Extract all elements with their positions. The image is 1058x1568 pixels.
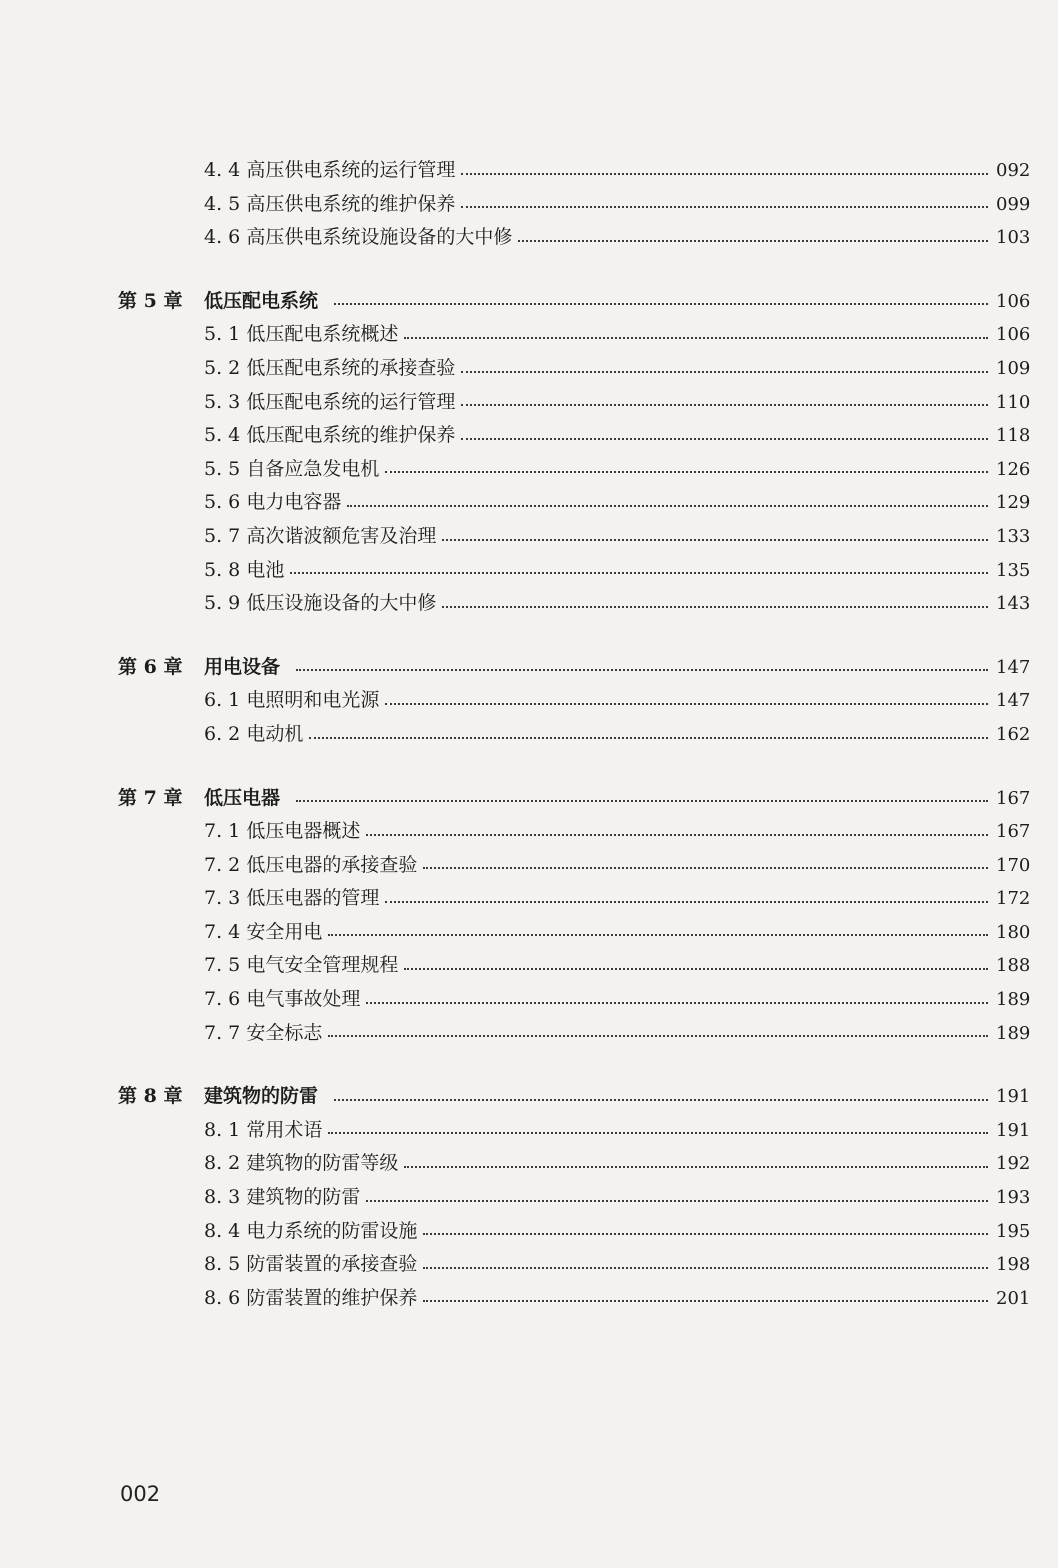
toc-page-number: 118 [996, 425, 1031, 447]
dot-leader [442, 605, 988, 608]
toc-section-title: 5. 2 低压配电系统的承接查验 [204, 356, 456, 379]
dot-leader [461, 205, 988, 208]
toc-section-entry [118, 1249, 1030, 1283]
toc-page-number: 126 [996, 458, 1031, 480]
toc-section-title: 7. 1 低压电器概述 [204, 820, 361, 843]
toc-chapter-title: 建筑物的防雷 [204, 1085, 319, 1108]
toc-chapter-label: 第 7 章 [118, 786, 183, 809]
dot-leader [328, 1034, 988, 1037]
dot-leader [461, 437, 988, 440]
toc-page-number: 147 [996, 690, 1031, 712]
toc-chapter-label: 第 8 章 [118, 1085, 183, 1108]
dot-leader [366, 1001, 988, 1004]
toc-section-entry [118, 487, 1030, 521]
toc-chapter-title: 低压电器 [204, 786, 281, 809]
dot-leader [290, 571, 988, 574]
toc-page-number: 162 [996, 723, 1031, 745]
toc-section-title: 8. 6 防雷装置的维护保养 [204, 1286, 418, 1309]
toc-page-number: 191 [996, 1086, 1031, 1108]
dot-leader [296, 668, 988, 671]
toc-section-entry [118, 1283, 1030, 1317]
toc-section-entry [118, 685, 1030, 719]
toc-page-number: 189 [996, 989, 1031, 1011]
toc-page-number: 170 [996, 854, 1031, 876]
toc-section-title: 5. 8 电池 [204, 558, 285, 581]
dot-leader [334, 302, 988, 305]
toc-section-entry [118, 555, 1030, 589]
toc-section-entry [118, 155, 1030, 189]
toc-page-number: 167 [996, 821, 1031, 843]
toc-page-number: 106 [996, 290, 1031, 312]
toc-page-number: 172 [996, 888, 1031, 910]
toc-section-title: 8. 4 电力系统的防雷设施 [204, 1219, 418, 1242]
dot-leader [423, 866, 988, 869]
toc-page-number: 180 [996, 921, 1031, 943]
toc-section-title: 5. 3 低压配电系统的运行管理 [204, 390, 456, 413]
toc-section-title: 8. 5 防雷装置的承接查验 [204, 1253, 418, 1276]
toc-section-entry [118, 387, 1030, 421]
dot-leader [423, 1232, 988, 1235]
dot-leader [328, 1131, 988, 1134]
toc-section-entry [118, 521, 1030, 555]
toc-page-number: 143 [996, 593, 1031, 615]
toc-page-number: 189 [996, 1022, 1031, 1044]
toc-page-number: 195 [996, 1220, 1031, 1242]
toc-section-entry [118, 189, 1030, 223]
dot-leader [518, 239, 988, 242]
toc-section-title: 5. 9 低压设施设备的大中修 [204, 592, 437, 615]
toc-page-number: 147 [996, 656, 1031, 678]
dot-leader [461, 172, 988, 175]
toc-section-title: 8. 2 建筑物的防雷等级 [204, 1152, 399, 1175]
dot-leader [404, 1165, 988, 1168]
toc-section-entry [118, 1148, 1030, 1182]
toc-chapter-label: 第 6 章 [118, 655, 183, 678]
dot-leader [366, 1199, 988, 1202]
page-number-footer: 002 [120, 1482, 161, 1506]
toc-page-number: 092 [996, 160, 1031, 181]
toc-section-title: 7. 5 电气安全管理规程 [204, 954, 399, 977]
dot-leader [423, 1266, 988, 1269]
dot-leader [366, 833, 988, 836]
toc-page-number: 198 [996, 1254, 1031, 1276]
toc-page-number: 099 [996, 193, 1031, 215]
dot-leader [461, 403, 988, 406]
toc-section-title: 7. 3 低压电器的管理 [204, 887, 380, 910]
toc-section-entry [118, 984, 1030, 1018]
toc-section-title: 5. 5 自备应急发电机 [204, 457, 380, 480]
toc-section-entry [118, 816, 1030, 850]
toc-chapter-entry [118, 783, 1030, 817]
toc-section-entry [118, 588, 1030, 622]
toc-section-entry [118, 222, 1030, 256]
toc-page-number: 135 [996, 559, 1031, 581]
toc-chapter-entry [118, 1081, 1030, 1115]
toc-section-entry [118, 719, 1030, 753]
dot-leader [385, 702, 988, 705]
table-of-contents [118, 155, 1030, 1316]
dot-leader [296, 799, 988, 802]
toc-chapter-label: 第 5 章 [118, 289, 183, 312]
toc-page-number: 133 [996, 525, 1031, 547]
toc-section-entry [118, 1115, 1030, 1149]
dot-leader [404, 967, 988, 970]
toc-section-title: 6. 1 电照明和电光源 [204, 689, 380, 712]
toc-section-entry [118, 454, 1030, 488]
toc-page-number: 129 [996, 492, 1031, 514]
dot-leader [461, 370, 988, 373]
toc-section-title: 5. 6 电力电容器 [204, 491, 342, 514]
dot-leader [328, 933, 988, 936]
toc-section-title: 4. 5 高压供电系统的维护保养 [204, 192, 456, 215]
toc-chapter-entry [118, 652, 1030, 686]
toc-chapter-entry [118, 286, 1030, 320]
toc-page-number: 167 [996, 787, 1031, 809]
toc-page-number: 103 [996, 227, 1031, 249]
dot-leader [404, 336, 988, 339]
toc-page-number: 110 [996, 391, 1031, 413]
toc-section-title: 5. 7 高次谐波额危害及治理 [204, 524, 437, 547]
toc-section-entry [118, 1018, 1030, 1052]
toc-section-title: 8. 1 常用术语 [204, 1118, 323, 1141]
toc-chapter-title: 用电设备 [204, 655, 281, 678]
toc-page-number: 192 [996, 1153, 1031, 1175]
toc-section-title: 5. 1 低压配电系统概述 [204, 323, 399, 346]
toc-section-title: 5. 4 低压配电系统的维护保养 [204, 424, 456, 447]
dot-leader [385, 470, 988, 473]
toc-chapter-title: 低压配电系统 [204, 289, 319, 312]
dot-leader [347, 504, 988, 507]
toc-page-number: 109 [996, 357, 1031, 379]
dot-leader [385, 900, 988, 903]
toc-section-entry [118, 883, 1030, 917]
toc-section-entry [118, 917, 1030, 951]
dot-leader [334, 1098, 988, 1101]
toc-section-title: 7. 2 低压电器的承接查验 [204, 853, 418, 876]
toc-section-entry [118, 1182, 1030, 1216]
toc-page-number: 201 [996, 1287, 1031, 1309]
toc-section-title: 8. 3 建筑物的防雷 [204, 1186, 361, 1209]
toc-section-entry [118, 850, 1030, 884]
toc-section-title: 7. 4 安全用电 [204, 920, 323, 943]
toc-section-entry [118, 1216, 1030, 1250]
toc-section-entry [118, 353, 1030, 387]
toc-section-entry [118, 950, 1030, 984]
toc-section-entry [118, 420, 1030, 454]
toc-section-title: 7. 7 安全标志 [204, 1021, 323, 1044]
dot-leader [309, 736, 988, 739]
toc-section-title: 6. 2 电动机 [204, 722, 304, 745]
toc-page-number: 193 [996, 1187, 1031, 1209]
toc-section-title: 4. 6 高压供电系统设施设备的大中修 [204, 226, 513, 249]
toc-page-number: 191 [996, 1119, 1031, 1141]
dot-leader [442, 538, 988, 541]
toc-section-title: 7. 6 电气事故处理 [204, 988, 361, 1011]
dot-leader [423, 1299, 988, 1302]
toc-section-entry [118, 319, 1030, 353]
toc-page-number: 188 [996, 955, 1031, 977]
toc-section-title: 4. 4 高压供电系统的运行管理 [204, 159, 456, 181]
toc-page-number: 106 [996, 324, 1031, 346]
